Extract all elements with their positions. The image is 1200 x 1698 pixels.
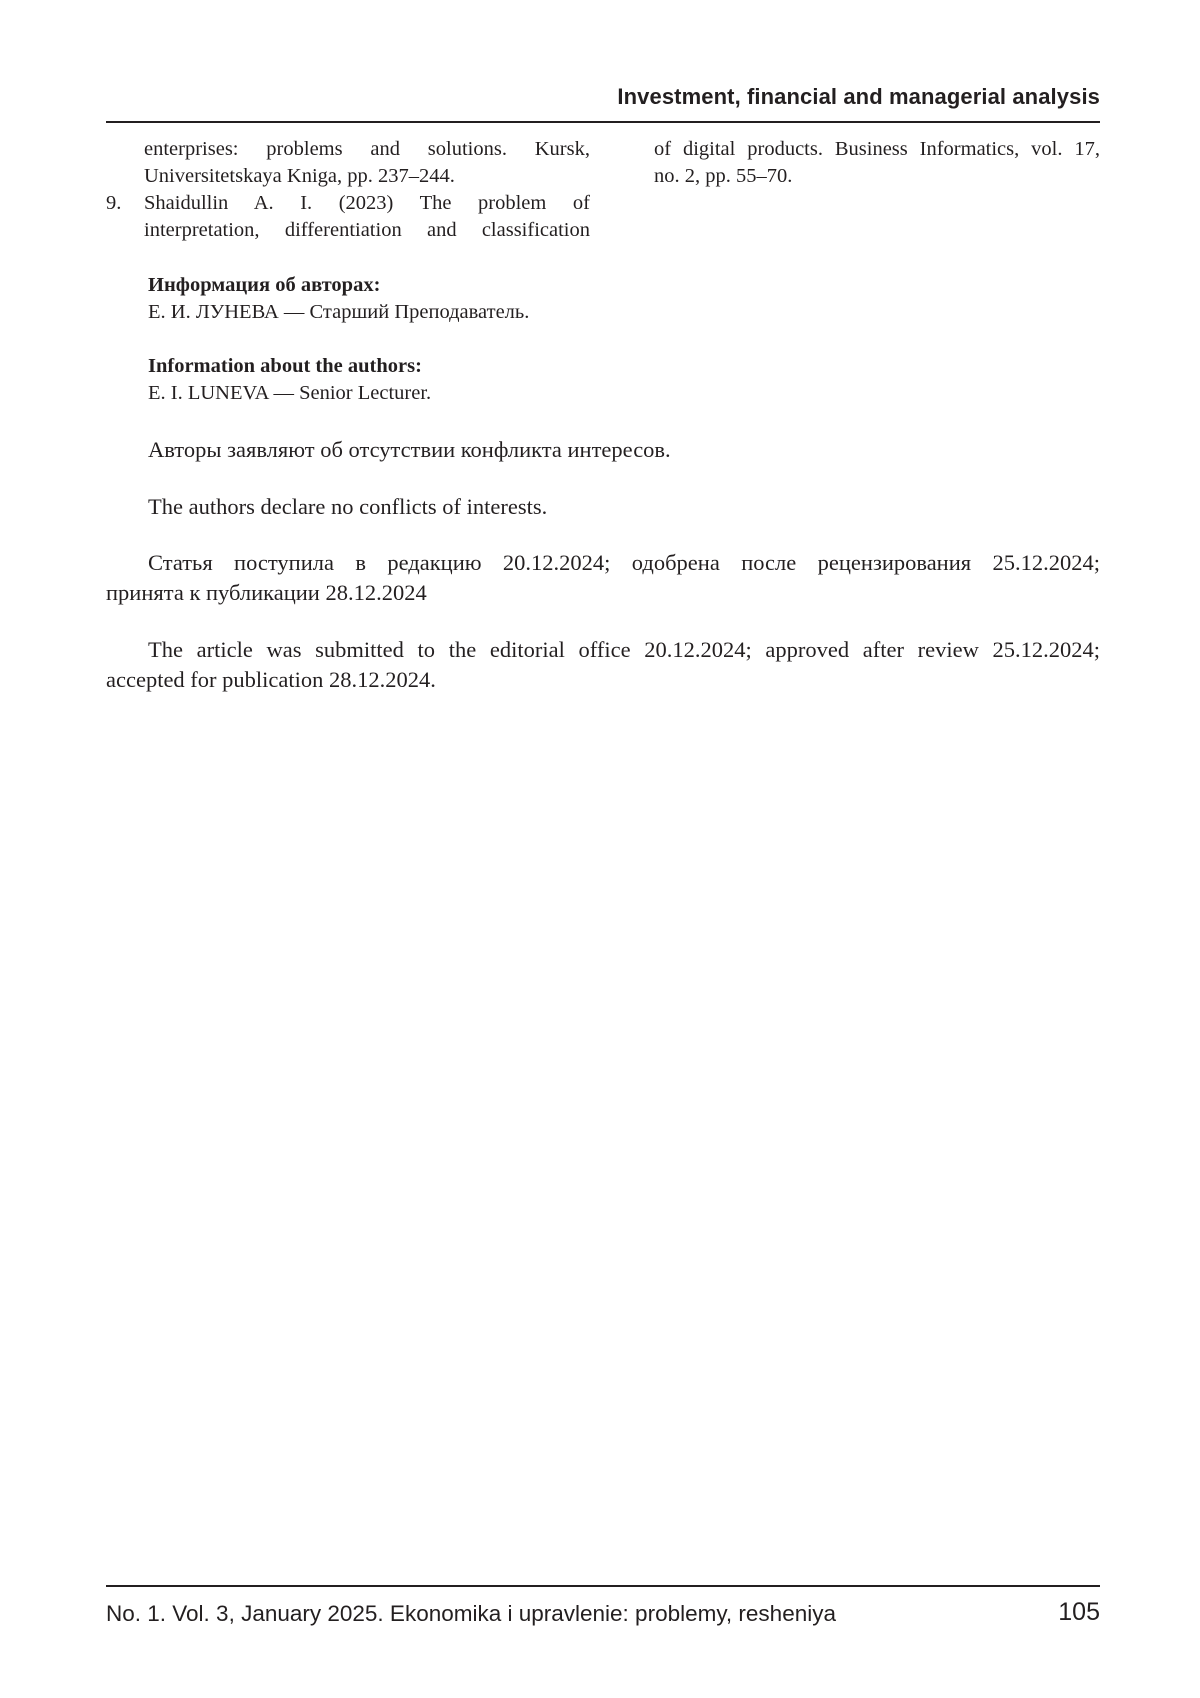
reference-continued — [106, 136, 590, 190]
dates-line: accepted for publication 28.12.2024. — [106, 667, 436, 692]
reference-line: Universitetskaya Kniga, pp. 237–244. — [144, 165, 455, 187]
article-dates-ru — [106, 548, 1100, 608]
references-right-column — [654, 136, 1100, 190]
reference-number: 9. — [106, 192, 122, 214]
authors-heading-ru: Информация об авторах: — [148, 274, 381, 296]
reference-line: of digital products. Business Informatics, vol. 17, — [654, 138, 1100, 160]
reference-item-9 — [106, 190, 590, 244]
reference-line: no. 2, pp. 55–70. — [654, 165, 793, 187]
header-rule — [106, 121, 1100, 123]
references-left-column — [106, 136, 590, 244]
author-entry-en: E. I. LUNEVA — Senior Lecturer. — [148, 382, 432, 404]
conflict-statement-ru: Авторы заявляют об отсутствии конфликта интересов. — [148, 437, 671, 462]
footer-rule — [106, 1585, 1100, 1587]
conflict-statement-en: The authors declare no conflicts of interests. — [148, 494, 548, 519]
reference-line: interpretation, differentiation and classification — [144, 219, 590, 241]
authors-info-ru — [148, 272, 529, 326]
article-dates-en — [106, 635, 1100, 695]
author-entry-ru: Е. И. ЛУНЕВА — Старший Преподаватель. — [148, 301, 530, 323]
journal-footer: No. 1. Vol. 3, January 2025. Ekonomika i upravlenie: problemy, resheniya — [106, 1601, 836, 1626]
running-header: Investment, financial and managerial analysis — [617, 84, 1100, 109]
dates-line: The article was submitted to the editorial office 20.12.2024; approved after review 25.12.2024; — [148, 637, 1100, 662]
reference-line: enterprises: problems and solutions. Kursk, — [144, 138, 590, 160]
dates-line: Статья поступила в редакцию 20.12.2024; одобрена после рецензирования 25.12.2024; — [148, 550, 1100, 575]
authors-heading-en: Information about the authors: — [148, 355, 422, 377]
dates-line: принята к публикации 28.12.2024 — [106, 580, 427, 605]
page-number: 105 — [1058, 1598, 1100, 1626]
authors-info-en — [148, 353, 431, 407]
reference-line: Shaidullin A. I. (2023) The problem of — [144, 192, 590, 214]
